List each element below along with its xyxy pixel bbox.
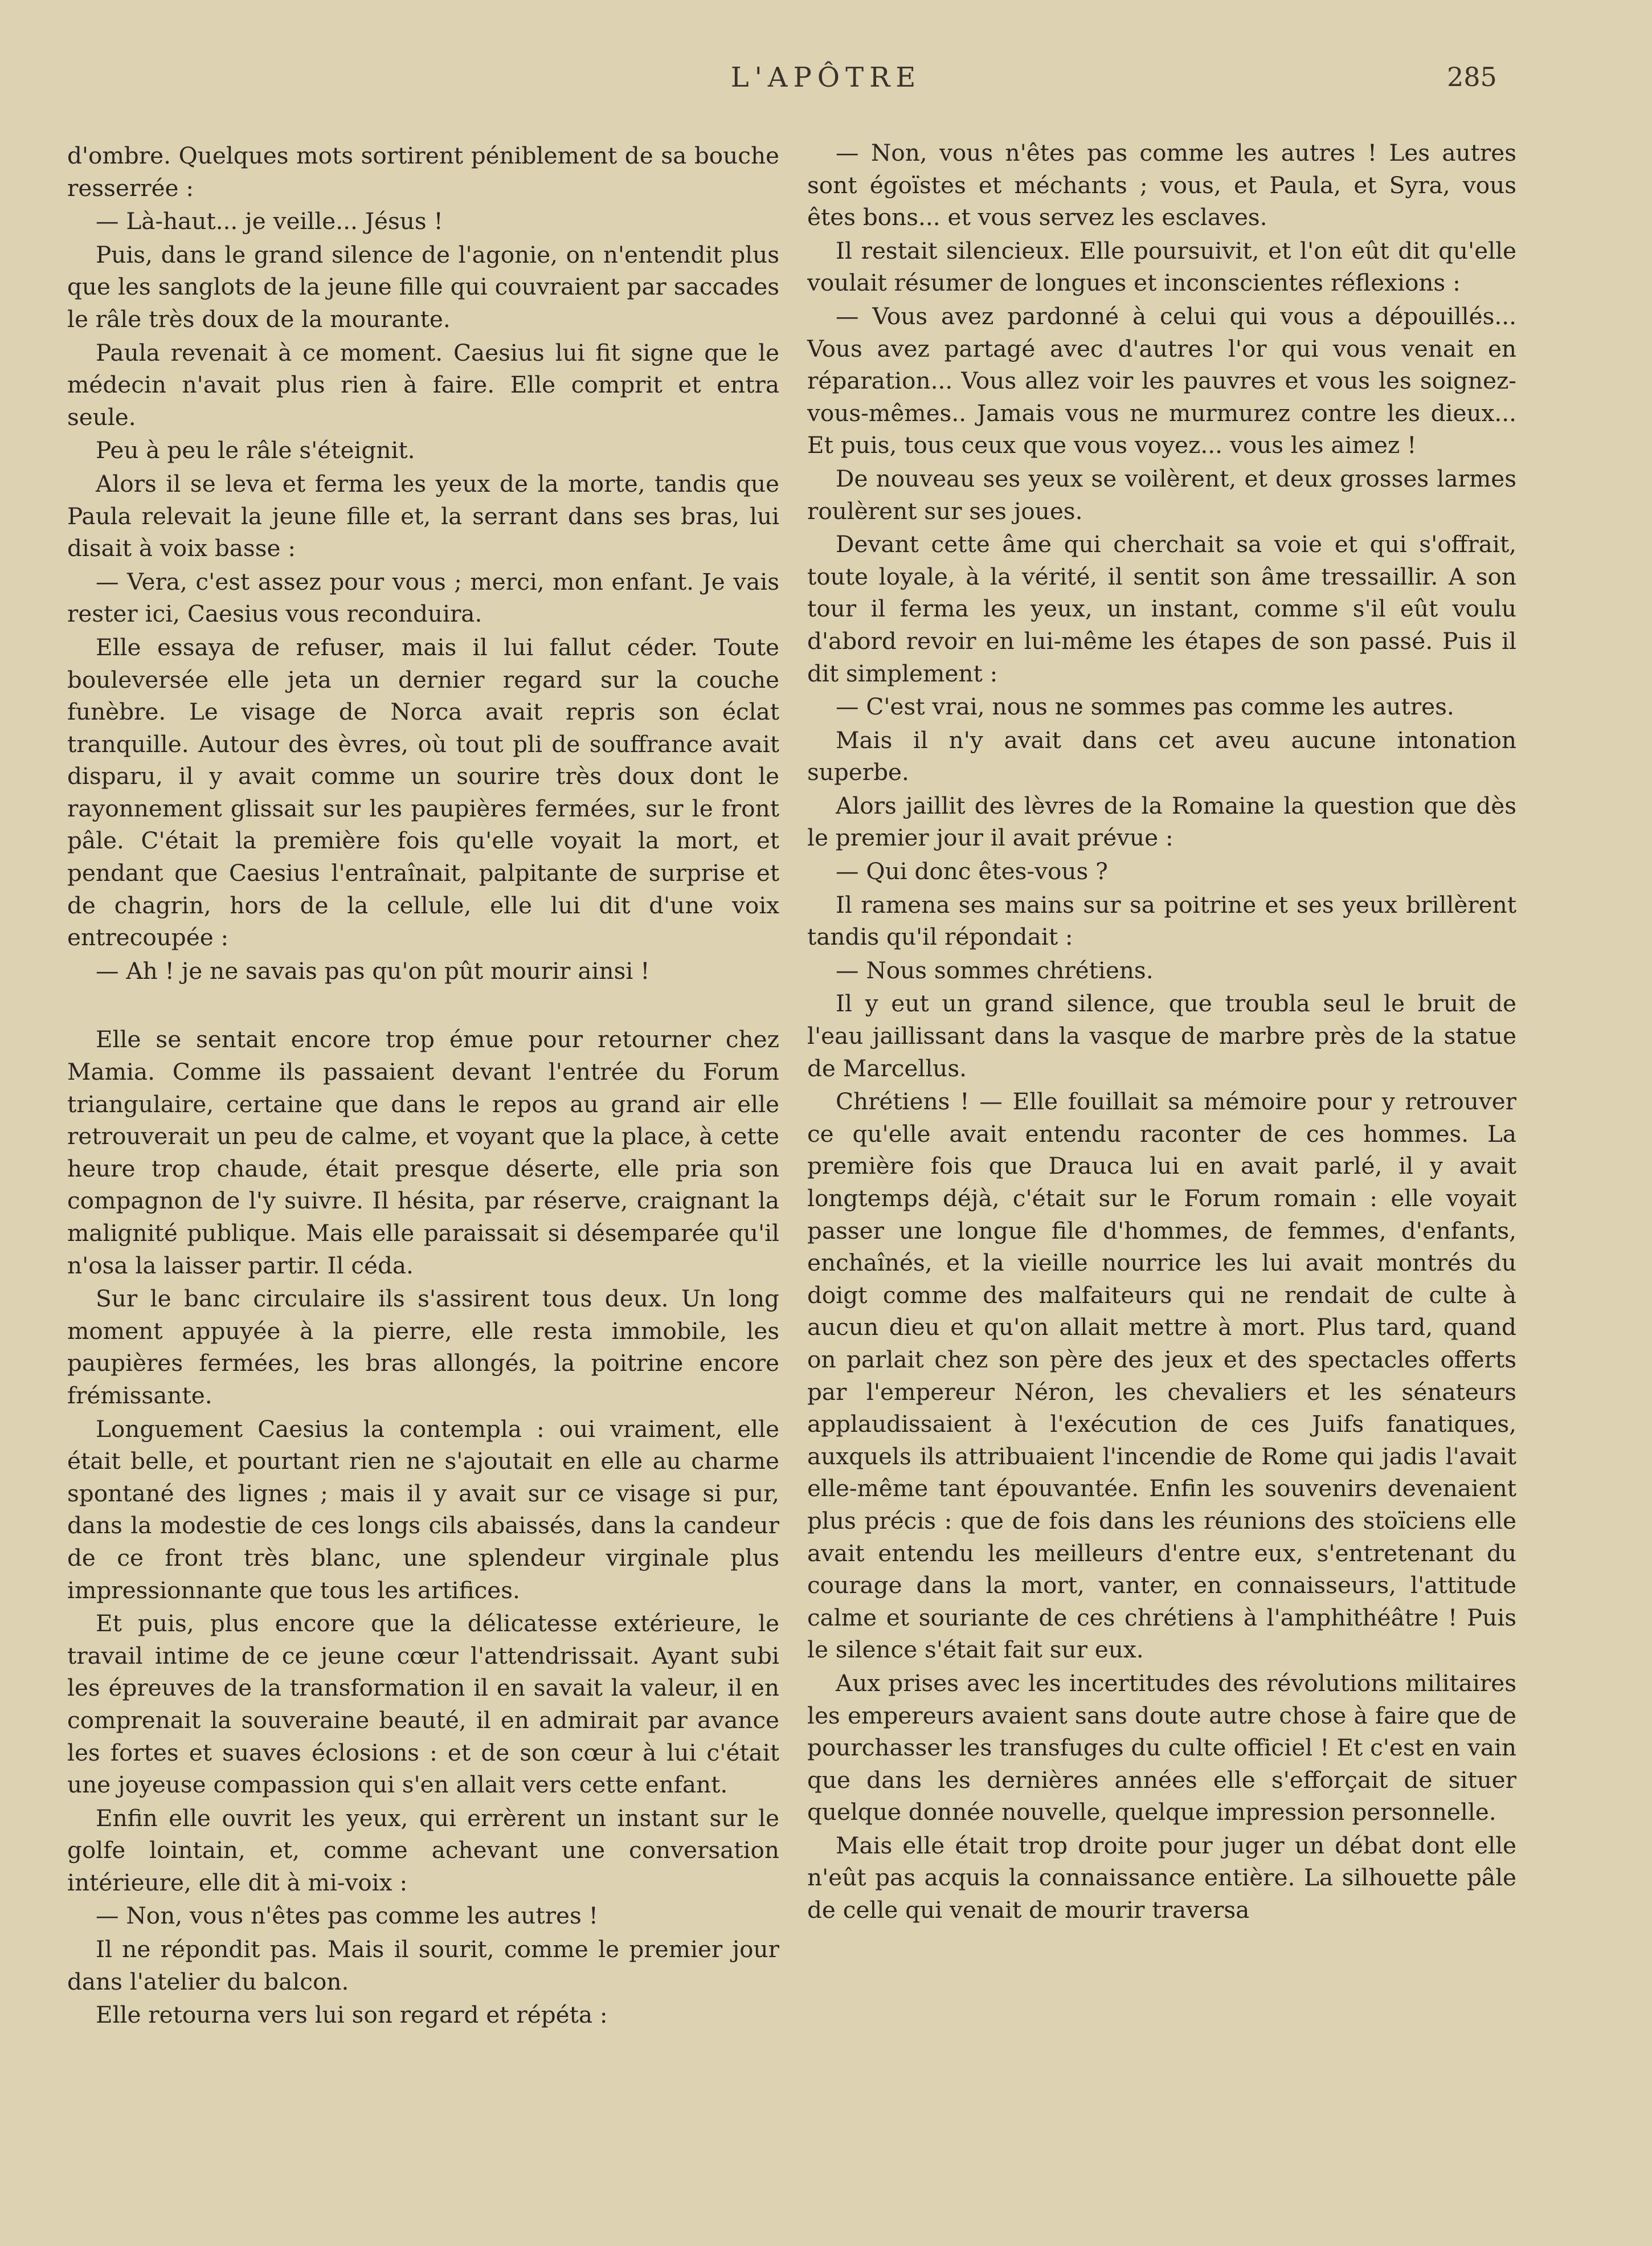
paragraph: De nouveau ses yeux se voilèrent, et deux grosses larmes roulèrent sur ses joues.	[807, 464, 1516, 525]
page-number: 285	[1447, 62, 1497, 92]
paragraph: Devant cette âme qui cherchait sa voie et qui s'offrait, toute loyale, à la vérité, il sentit son âme tressaillir. A son tour il ferma les yeux, un instant, comme s'il eût voulu d'abord revoir en lui-même les étapes de son passé. Puis il dit simplement :	[807, 530, 1516, 687]
paragraph: Elle retourna vers lui son regard et répéta :	[96, 2001, 608, 2029]
paragraph: d'ombre. Quelques mots sortirent péniblement de sa bouche resserrée :	[67, 142, 779, 202]
paragraph: Enfin elle ouvrit les yeux, qui errèrent un instant sur le golfe lointain, et, comme achevant une conversation intérieure, elle dit à mi-voix :	[67, 1804, 779, 1896]
paragraph: — Là-haut... je veille... Jésus !	[96, 207, 443, 235]
paragraph: Puis, dans le grand silence de l'agonie, on n'entendit plus que les sanglots de la jeune fille qui couvraient par saccades le râle très doux de la mourante.	[67, 240, 779, 333]
paragraph: — Ah ! je ne savais pas qu'on pût mourir ainsi !	[96, 957, 650, 985]
paragraph: Il ramena ses mains sur sa poitrine et ses yeux brillèrent tandis qu'il répondait :	[807, 891, 1516, 951]
paragraph: Il restait silencieux. Elle poursuivit, et l'on eût dit qu'elle voulait résumer de longues et inconscientes réflexions :	[807, 236, 1516, 297]
paragraph: — Vous avez pardonné à celui qui vous a dépouillés... Vous avez partagé avec d'autres l'or qui vous venait en réparation... Vous allez voir les pauvres et vous les soignez-vous-mêmes.. Jamais vous ne murmurez contre les dieux... Et puis, tous ceux que vous voyez... vous les aimez !	[807, 302, 1516, 459]
paragraph: Il ne répondit pas. Mais il sourit, comme le premier jour dans l'atelier du balcon.	[67, 1935, 779, 1995]
paragraph: Elle essaya de refuser, mais il lui fallut céder. Toute bouleversée elle jeta un dernier regard sur la couche funèbre. Le visage de Norca avait repris son éclat tranquille. Autour des èvres, où tout pli de souffrance avait disparu, il y avait comme un sourire très doux dont le rayonnement glissait sur les paupières fermées, sur le front pâle. C'était la première fois qu'elle voyait la mort, et pendant que Caesius l'entraînait, palpitante de surprise et de chagrin, hors de la cellule, elle lui dit d'une voix entrecoupée :	[67, 633, 779, 952]
paragraph: Et puis, plus encore que la délicatesse extérieure, le travail intime de ce jeune cœur l'attendrissait. Ayant subi les épreuves de la transformation il en savait la valeur, il en comprenait la souveraine beauté, il en admirait par avance les fortes et suaves éclosions : et de son cœur à lui c'était une joyeuse compassion qui s'en allait vers cette enfant.	[67, 1610, 779, 1799]
paragraph: Paula revenait à ce moment. Caesius lui fit signe que le médecin n'avait plus rien à faire. Elle comprit et entra seule.	[67, 338, 779, 431]
paragraph: Chrétiens ! — Elle fouillait sa mémoire pour y retrouver ce qu'elle avait entendu raconter de ces hommes. La première fois que Drauca lui en avait parlé, il y avait longtemps déjà, c'était sur le Forum romain : elle voyait passer une longue file d'hommes, de femmes, d'enfants, enchaînés, et la vieille nourrice les lui avait montrés du doigt comme des malfaiteurs qui ne rendait de culte à aucun dieu et qu'on allait mettre à mort. Plus tard, quand on parlait chez son père des jeux et des spectacles offerts par l'empereur Néron, les chevaliers et les sénateurs applaudissaient à l'exécution de ces Juifs fanatiques, auxquels ils attribuaient l'incendie de Rome qui jadis l'avait elle-même tant épouvantée. Enfin les souvenirs devenaient plus précis : que de fois dans les réunions des stoïciens elle avait entendu les meilleurs d'entre eux, s'entretenant du courage dans la mort, vanter, en connaisseurs, l'attitude calme et souriante de ces chrétiens à l'amphithéâtre ! Puis le silence s'était fait sur eux.	[807, 1088, 1516, 1664]
paragraph: — Vera, c'est assez pour vous ; merci, mon enfant. Je vais rester ici, Caesius vous reconduira.	[67, 567, 779, 628]
paragraph: Il y eut un grand silence, que troubla seul le bruit de l'eau jaillissant dans la vasque de marbre près de la statue de Marcellus.	[807, 990, 1516, 1082]
running-title: L'APÔTRE	[730, 62, 922, 93]
right-column	[807, 137, 1516, 1928]
paragraph: Alors jaillit des lèvres de la Romaine la question que dès le premier jour il avait prévue :	[807, 791, 1516, 852]
paragraph: Longuement Caesius la contempla : oui vraiment, elle était belle, et pourtant rien ne s'ajoutait en elle au charme spontané des lignes ; mais il y avait sur ce visage si pur, dans la modestie de ces longs cils abaissés, dans la candeur de ce front très blanc, une splendeur virginale plus impressionnante que tous les artifices.	[67, 1415, 779, 1604]
paragraph: Mais il n'y avait dans cet aveu aucune intonation superbe.	[807, 726, 1516, 786]
paragraph: Alors il se leva et ferma les yeux de la morte, tandis que Paula relevait la jeune fille et, la serrant dans ses bras, lui disait à voix basse :	[67, 469, 779, 562]
paragraph: — C'est vrai, nous ne sommes pas comme les autres.	[836, 693, 1454, 721]
paragraph: — Non, vous n'êtes pas comme les autres ! Les autres sont égoïstes et méchants ; vous, et Paula, et Syra, vous êtes bons... et vous servez les esclaves.	[807, 139, 1516, 231]
section-break	[67, 988, 779, 1023]
paragraph: — Nous sommes chrétiens.	[836, 956, 1154, 984]
paragraph: Aux prises avec les incertitudes des révolutions militaires les empereurs avaient sans doute autre chose à faire que de pourchasser les transfuges du culte officiel ! Et c'est en vain que dans les dernières années elle s'efforçait de situer quelque donnée nouvelle, quelque impression personnelle.	[807, 1669, 1516, 1826]
paragraph: Peu à peu le râle s'éteignit.	[96, 436, 415, 464]
paragraph: — Qui donc êtes-vous ?	[836, 857, 1108, 885]
paragraph: — Non, vous n'êtes pas comme les autres !	[96, 1902, 598, 1930]
paragraph: Mais elle était trop droite pour juger un débat dont elle n'eût pas acquis la connaissance entière. La silhouette pâle de celle qui venait de mourir traversa	[807, 1831, 1516, 1924]
paragraph: Elle se sentait encore trop émue pour retourner chez Mamia. Comme ils passaient devant l'entrée du Forum triangulaire, certaine que dans le repos au grand air elle retrouverait un peu de calme, et voyant que la place, à cette heure trop chaude, était presque déserte, elle pria son compagnon de l'y suivre. Il hésita, par réserve, craignant la malignité publique. Mais elle paraissait si désemparée qu'il n'osa la laisser partir. Il céda.	[67, 1026, 779, 1279]
paragraph: Sur le banc circulaire ils s'assirent tous deux. Un long moment appuyée à la pierre, elle resta immobile, les paupières fermées, les bras allongés, la poitrine encore frémissante.	[67, 1285, 779, 1409]
left-column	[67, 140, 779, 2032]
